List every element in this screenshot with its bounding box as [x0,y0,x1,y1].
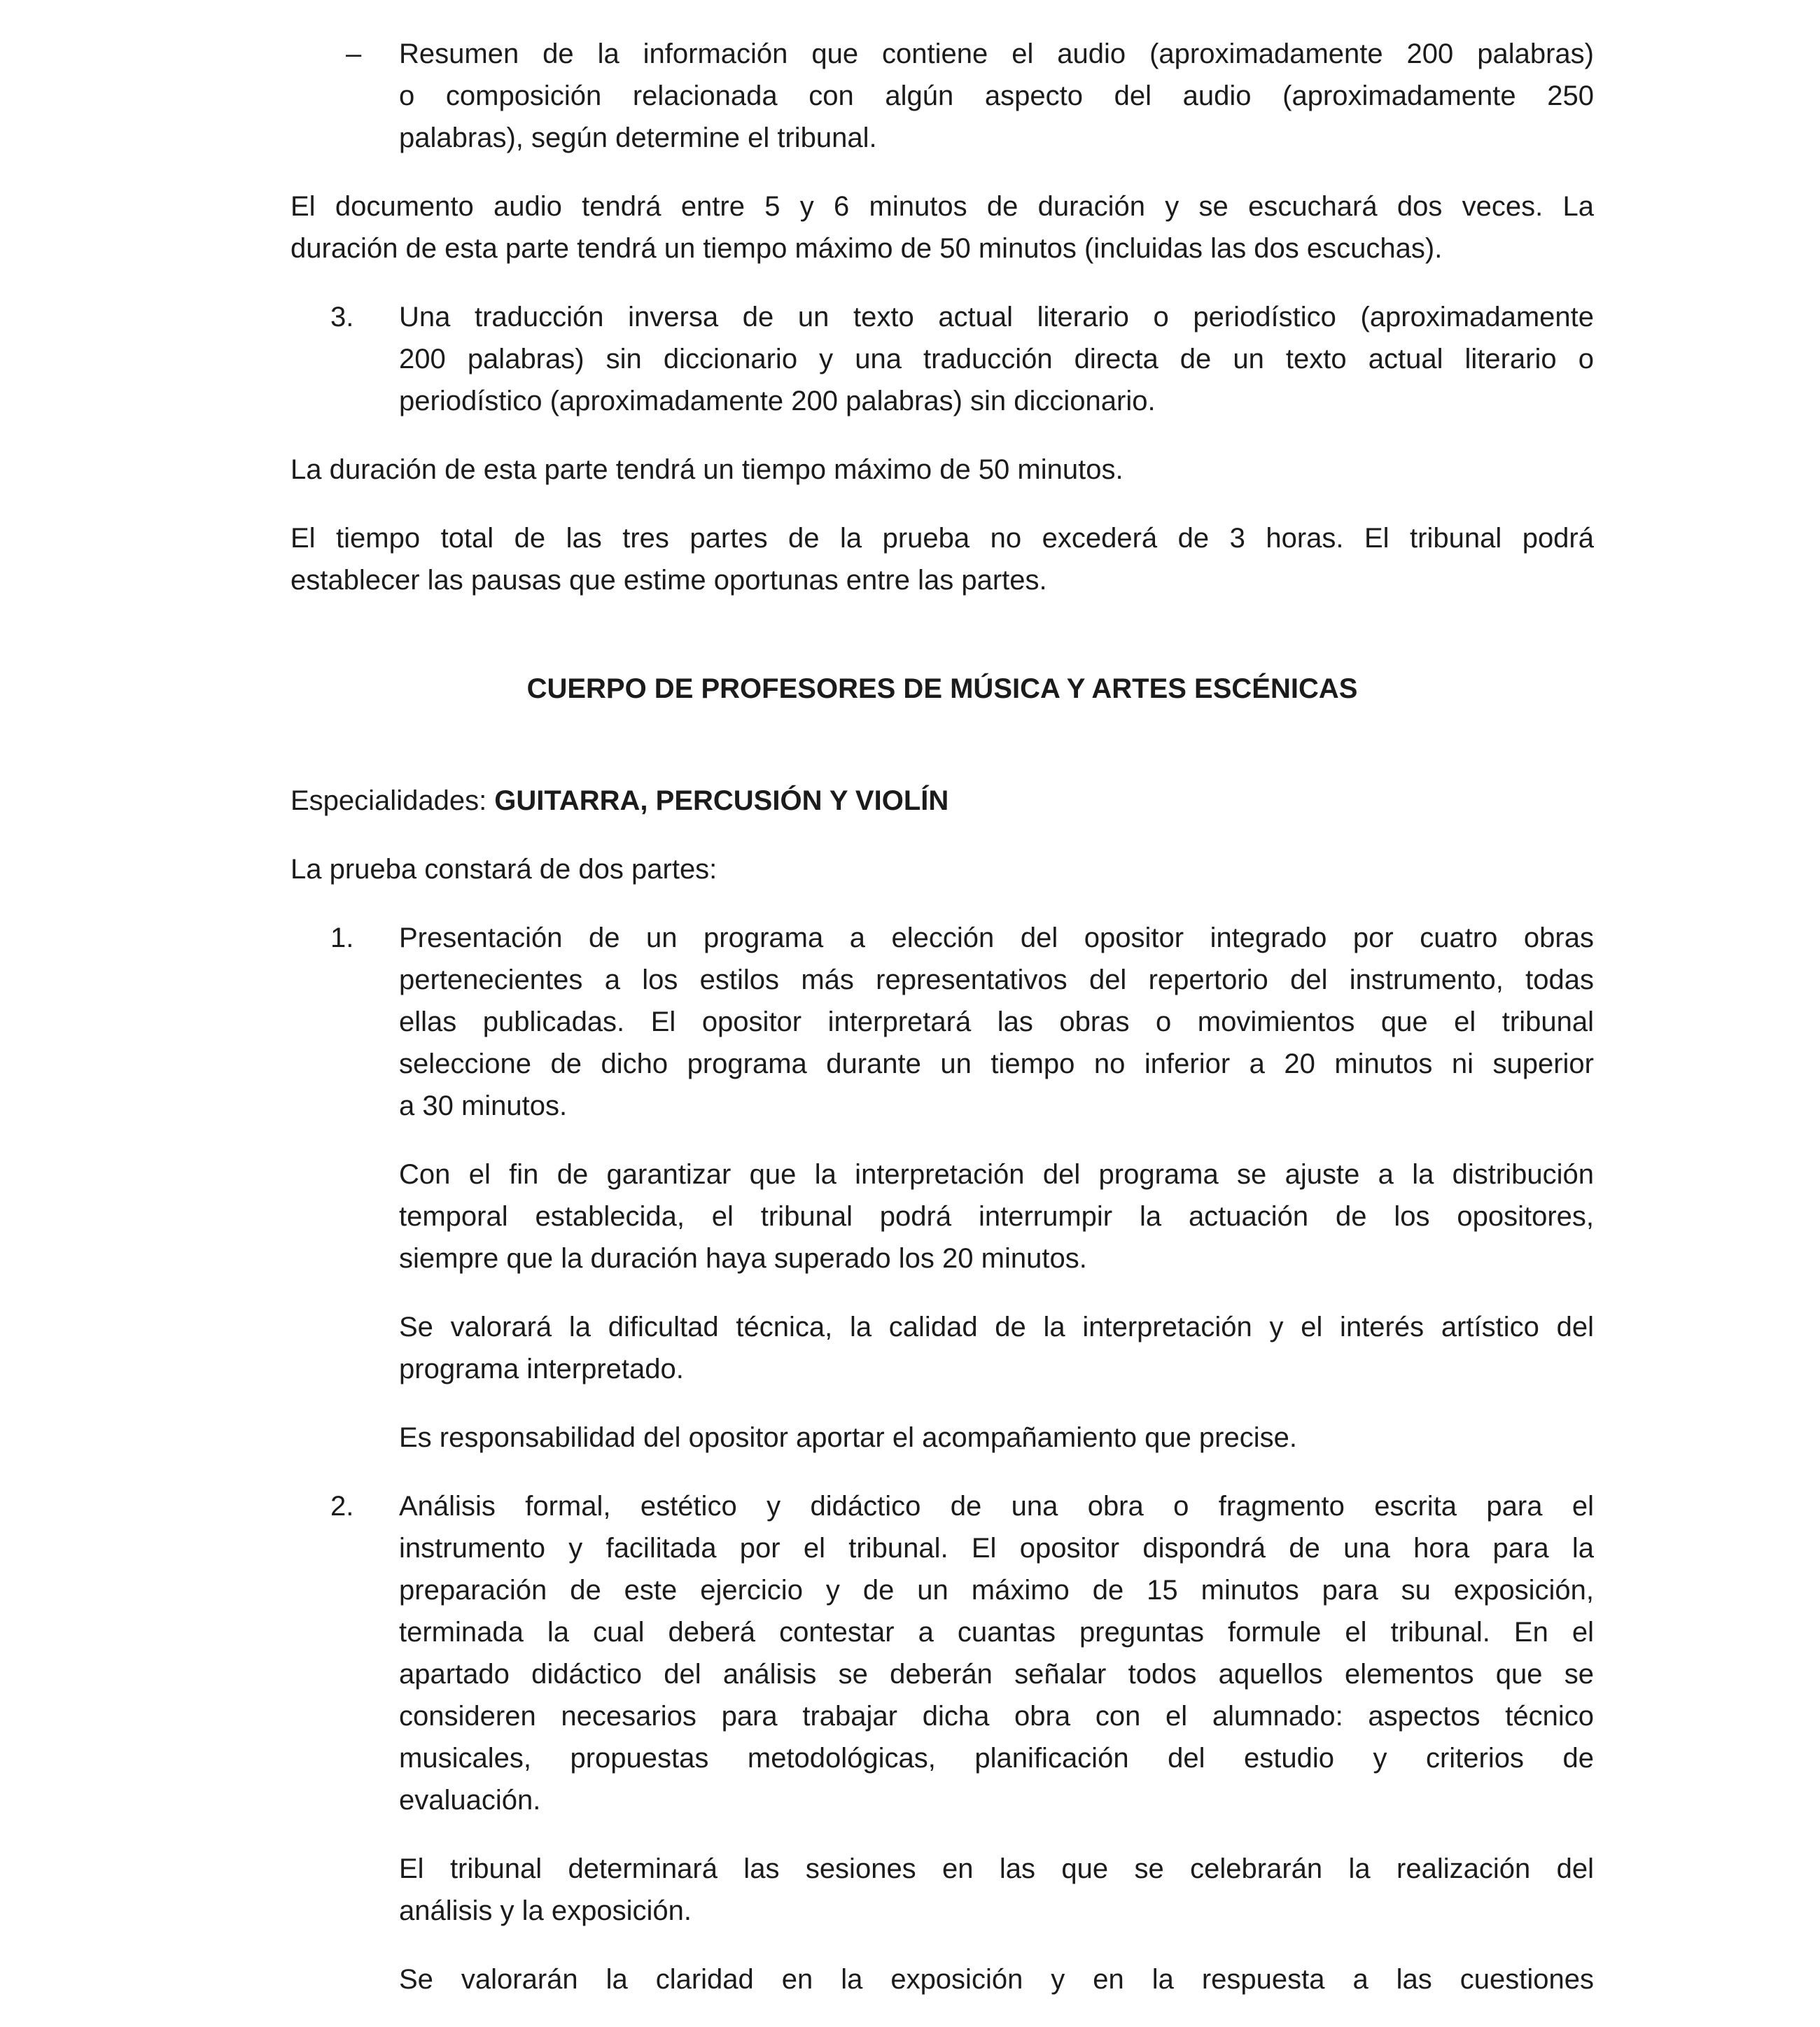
text-line: Se valorarán la claridad en la exposición y en la respuesta a las cuestiones [399,1964,1594,1995]
text-line: Análisis formal, estético y didáctico de una obra o fragmento escrita para el [399,1491,1594,1522]
text-line: Resumen de la información que contiene el audio (aproximadamente 200 palabras) [399,38,1594,69]
paragraph-prueba-partes [290,848,1594,890]
paragraph-con-el-fin [290,1153,1594,1279]
text-line [290,780,1594,822]
section-heading: CUERPO DE PROFESORES DE MÚSICA Y ARTES ESCÉNICAS [526,673,1358,704]
paragraph-tribunal-sesiones [290,1848,1594,1932]
text-line: preparación de este ejercicio y de un máximo de 15 minutos para su exposición, [399,1575,1594,1606]
text-line: siempre que la duración haya superado los 20 minutos. [399,1243,1087,1274]
paragraph-duracion-parte [290,449,1594,491]
text-line: La prueba constará de dos partes: [290,854,718,885]
list-number-marker: 3. [330,302,354,332]
list-number-marker: 1. [330,923,354,953]
list-number-marker: 2. [330,1491,354,1522]
especialidades-line [290,780,1594,822]
especialidades-label: Especialidades: [290,785,495,816]
text-line: análisis y la exposición. [399,1895,692,1926]
text-line: consideren necesarios para trabajar dicha obra con el alumnado: aspectos técnico [399,1701,1594,1732]
text-line: El tribunal determinará las sesiones en las que se celebrarán la realización del [399,1853,1594,1884]
text-line: seleccione de dicho programa durante un tiempo no inferior a 20 minutos ni superior [399,1048,1594,1079]
text-line: duración de esta parte tendrá un tiempo máximo de 50 minutos (incluidas las dos escuchas). [290,233,1443,264]
bullet-item-resumen [290,33,1594,159]
text-line: Presentación de un programa a elección del opositor integrado por cuatro obras [399,923,1594,953]
paragraph-se-valorara [290,1306,1594,1390]
text-line: El documento audio tendrá entre 5 y 6 minutos de duración y se escuchará dos veces. La [290,191,1594,222]
paragraph-se-valoraran [290,1958,1594,2000]
text-line: 200 palabras) sin diccionario y una traducción directa de un texto actual literario o [399,344,1594,374]
page-content [290,0,1594,2027]
numbered-item-3 [290,296,1594,422]
text-line: a 30 minutos. [399,1090,568,1121]
text-line: instrumento y facilitada por el tribunal. El opositor dispondrá de una hora para la [399,1533,1594,1564]
text-line: Una traducción inversa de un texto actual literario o periodístico (aproximadamente [399,302,1594,332]
text-line: musicales, propuestas metodológicas, planificación del estudio y criterios de [399,1743,1594,1774]
text-line: establecer las pausas que estime oportunas entre las partes. [290,565,1047,596]
paragraph-tiempo-total [290,517,1594,601]
bullet-dash-marker: – [346,38,362,69]
text-line: pertenecientes a los estilos más representativos del repertorio del instrumento, todas [399,965,1594,995]
numbered-item-1 [290,917,1594,1127]
text-line: La duración de esta parte tendrá un tiempo máximo de 50 minutos. [290,454,1124,485]
text-line: Se valorará la dificultad técnica, la calidad de la interpretación y el interés artístico del [399,1312,1594,1342]
text-line: evaluación. [399,1785,541,1816]
text-line: ellas publicadas. El opositor interpretará las obras o movimientos que el tribunal [399,1007,1594,1037]
text-line: El tiempo total de las tres partes de la prueba no excederá de 3 horas. El tribunal podrá [290,523,1594,554]
paragraph-documento-audio [290,185,1594,269]
text-line: apartado didáctico del análisis se deberán señalar todos aquellos elementos que se [399,1659,1594,1690]
text-line: o composición relacionada con algún aspecto del audio (aproximadamente 250 [399,80,1594,111]
text-line: periodístico (aproximadamente 200 palabras) sin diccionario. [399,386,1156,416]
paragraph-responsabilidad [290,1417,1594,1459]
text-line: Es responsabilidad del opositor aportar el acompañamiento que precise. [399,1422,1297,1453]
numbered-item-2 [290,1485,1594,1821]
text-line: temporal establecida, el tribunal podrá interrumpir la actuación de los opositores, [399,1201,1594,1232]
text-line: programa interpretado. [399,1354,684,1384]
text-line: terminada la cual deberá contestar a cuantas preguntas formule el tribunal. En el [399,1617,1594,1648]
text-line: Con el fin de garantizar que la interpretación del programa se ajuste a la distribución [399,1159,1594,1190]
text-line: palabras), según determine el tribunal. [399,122,877,153]
especialidades-value: GUITARRA, PERCUSIÓN Y VIOLÍN [494,785,949,816]
